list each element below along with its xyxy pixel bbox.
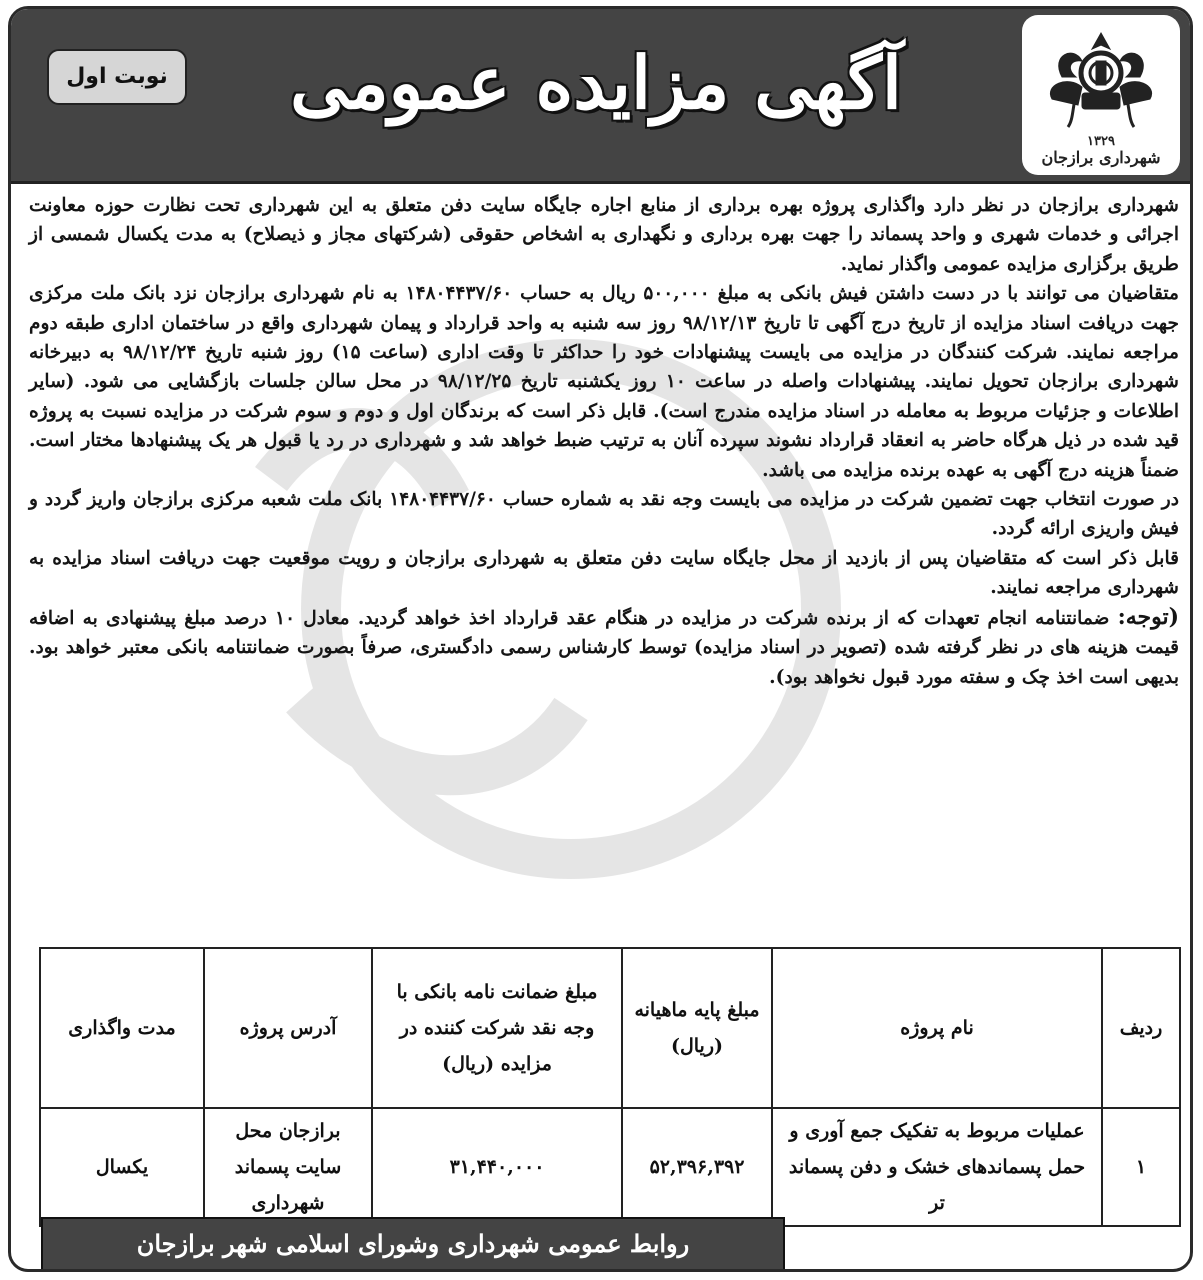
- footer-signature: روابط عمومی شهرداری وشورای اسلامی شهر برازجان: [41, 1217, 785, 1271]
- note-label: (توجه:: [1117, 603, 1179, 630]
- notice-body: [29, 191, 1179, 692]
- cell-guarantee: ۳۱,۴۴۰,۰۰۰: [372, 1108, 622, 1226]
- cell-row-no: ۱: [1102, 1108, 1180, 1226]
- paragraph-guarantee-deposit: در صورت انتخاب جهت تضمین شرکت در مزایده می بایست وجه نقد به شماره حساب ۱۴۸۰۴۴۳۷/۶۰ بانک ملت شعبه مرکزی برازجان واریز گردد و فیش واریزی ارائه گردد.: [29, 489, 1179, 540]
- municipality-logo: [1022, 15, 1180, 175]
- logo-year-text: ۱۳۲۹: [1087, 134, 1115, 149]
- table-header-row: [40, 948, 1180, 1108]
- notice-frame: [8, 6, 1193, 1272]
- auction-table: [41, 947, 1181, 1214]
- header-duration: مدت واگذاری: [40, 948, 204, 1108]
- logo-emblem-icon: [1022, 15, 1180, 175]
- header-base-monthly: مبلغ پایه ماهیانه (ریال): [622, 948, 772, 1108]
- header-address: آدرس پروژه: [204, 948, 372, 1108]
- paragraph-applicants: متقاضیان می توانند با در دست داشتن فیش بانکی به مبلغ ۵۰۰,۰۰۰ ریال به حساب ۱۴۸۰۴۴۳۷/۶۰ به نام شهرداری برازجان نزد بانک ملت مرکزی جهت دریافت اسناد مزایده از تاریخ درج آگهی تا تاریخ ۹۸/۱۲/۱۳ روز سه شنبه به واحد قرارداد و پیمان شهرداری واقع در ساختمان اداری طبقه دوم مراجعه نمایند. شرکت کنندگان در مزایده می بایست پیشنهادات خود را حداکثر تا وقت اداری (ساعت ۱۵) روز شنبه تاریخ ۹۸/۱۲/۲۴ به دبیرخانه شهرداری برازجان تحویل نمایند. پیشنهادات واصله در ساعت ۱۰ روز یکشنبه تاریخ ۹۸/۱۲/۲۵ در محل سالن جلسات بازگشایی می شود. (سایر اطلاعات و جزئیات مربوط به معامله در اسناد مزایده مندرج است). قابل ذکر است که برندگان اول و دوم و سوم شرکت در مزایده نسبت به پروژه قید شده در ذیل هرگاه حاضر به انعقاد قرارداد نشوند سپرده آنان به ترتیب ضبط خواهد شد و شهرداری در رد یا قبول هر یک پیشنهادها مختار است. ضمناً هزینه درج آگهی به عهده برنده مزایده می باشد.: [29, 283, 1179, 481]
- header-banner: [11, 9, 1190, 184]
- header-row-no: ردیف: [1102, 948, 1180, 1108]
- cell-address: برازجان محل سایت پسماند شهرداری: [204, 1108, 372, 1226]
- cell-duration: یکسال: [40, 1108, 204, 1226]
- round-badge: نوبت اول: [47, 49, 187, 105]
- table-row: [40, 1108, 1180, 1226]
- cell-base-monthly: ۵۲,۳۹۶,۳۹۲: [622, 1108, 772, 1226]
- header-guarantee: مبلغ ضمانت نامه بانکی با وجه نقد شرکت کننده در مزایده (ریال): [372, 948, 622, 1108]
- paragraph-site-visit: قابل ذکر است که متقاضیان پس از بازدید از محل جایگاه سایت دفن متعلق به شهرداری برازجان و رویت موقعیت جهت دریافت اسناد مزایده به شهرداری مراجعه نمایند.: [29, 547, 1179, 599]
- paragraph-note: [29, 603, 1179, 692]
- note-text: ضمانتنامه انجام تعهدات که از برنده شرکت در مزایده در هنگام عقد قرارداد اخذ خواهد گردید. معادل ۱۰ درصد مبلغ پیشنهادی به اضافه قیمت هزینه های در نظر گرفته شده (تصویر در اسناد مزایده) توسط کارشناس رسمی دادگستری، صرفاً بصورت ضمانتنامه بانکی معتبر خواهد بود. بدیهی است اخذ چک و سفته مورد قبول نخواهد بود).: [29, 607, 1179, 688]
- cell-project-name: عملیات مربوط به تفکیک جمع آوری و حمل پسماندهای خشک و دفن پسماند تر: [772, 1108, 1102, 1226]
- page-title: آگهی مزایده عمومی: [290, 40, 902, 125]
- header-project-name: نام پروژه: [772, 948, 1102, 1108]
- paragraph-intro: شهرداری برازجان در نظر دارد واگذاری پروژه بهره برداری از منابع اجاره جایگاه سایت دفن متعلق به این شهرداری تحت نظارت حوزه معاونت اجرائی و خدمات شهری و واحد پسماند را جهت بهره برداری و نگهداری به اشخاص حقوقی (شرکتهای مجاز و ذیصلاح) به مدت یکسال شمسی از طریق برگزاری مزایده عمومی واگذار نماید.: [29, 195, 1179, 275]
- logo-name-text: شهرداری برازجان: [1041, 148, 1161, 167]
